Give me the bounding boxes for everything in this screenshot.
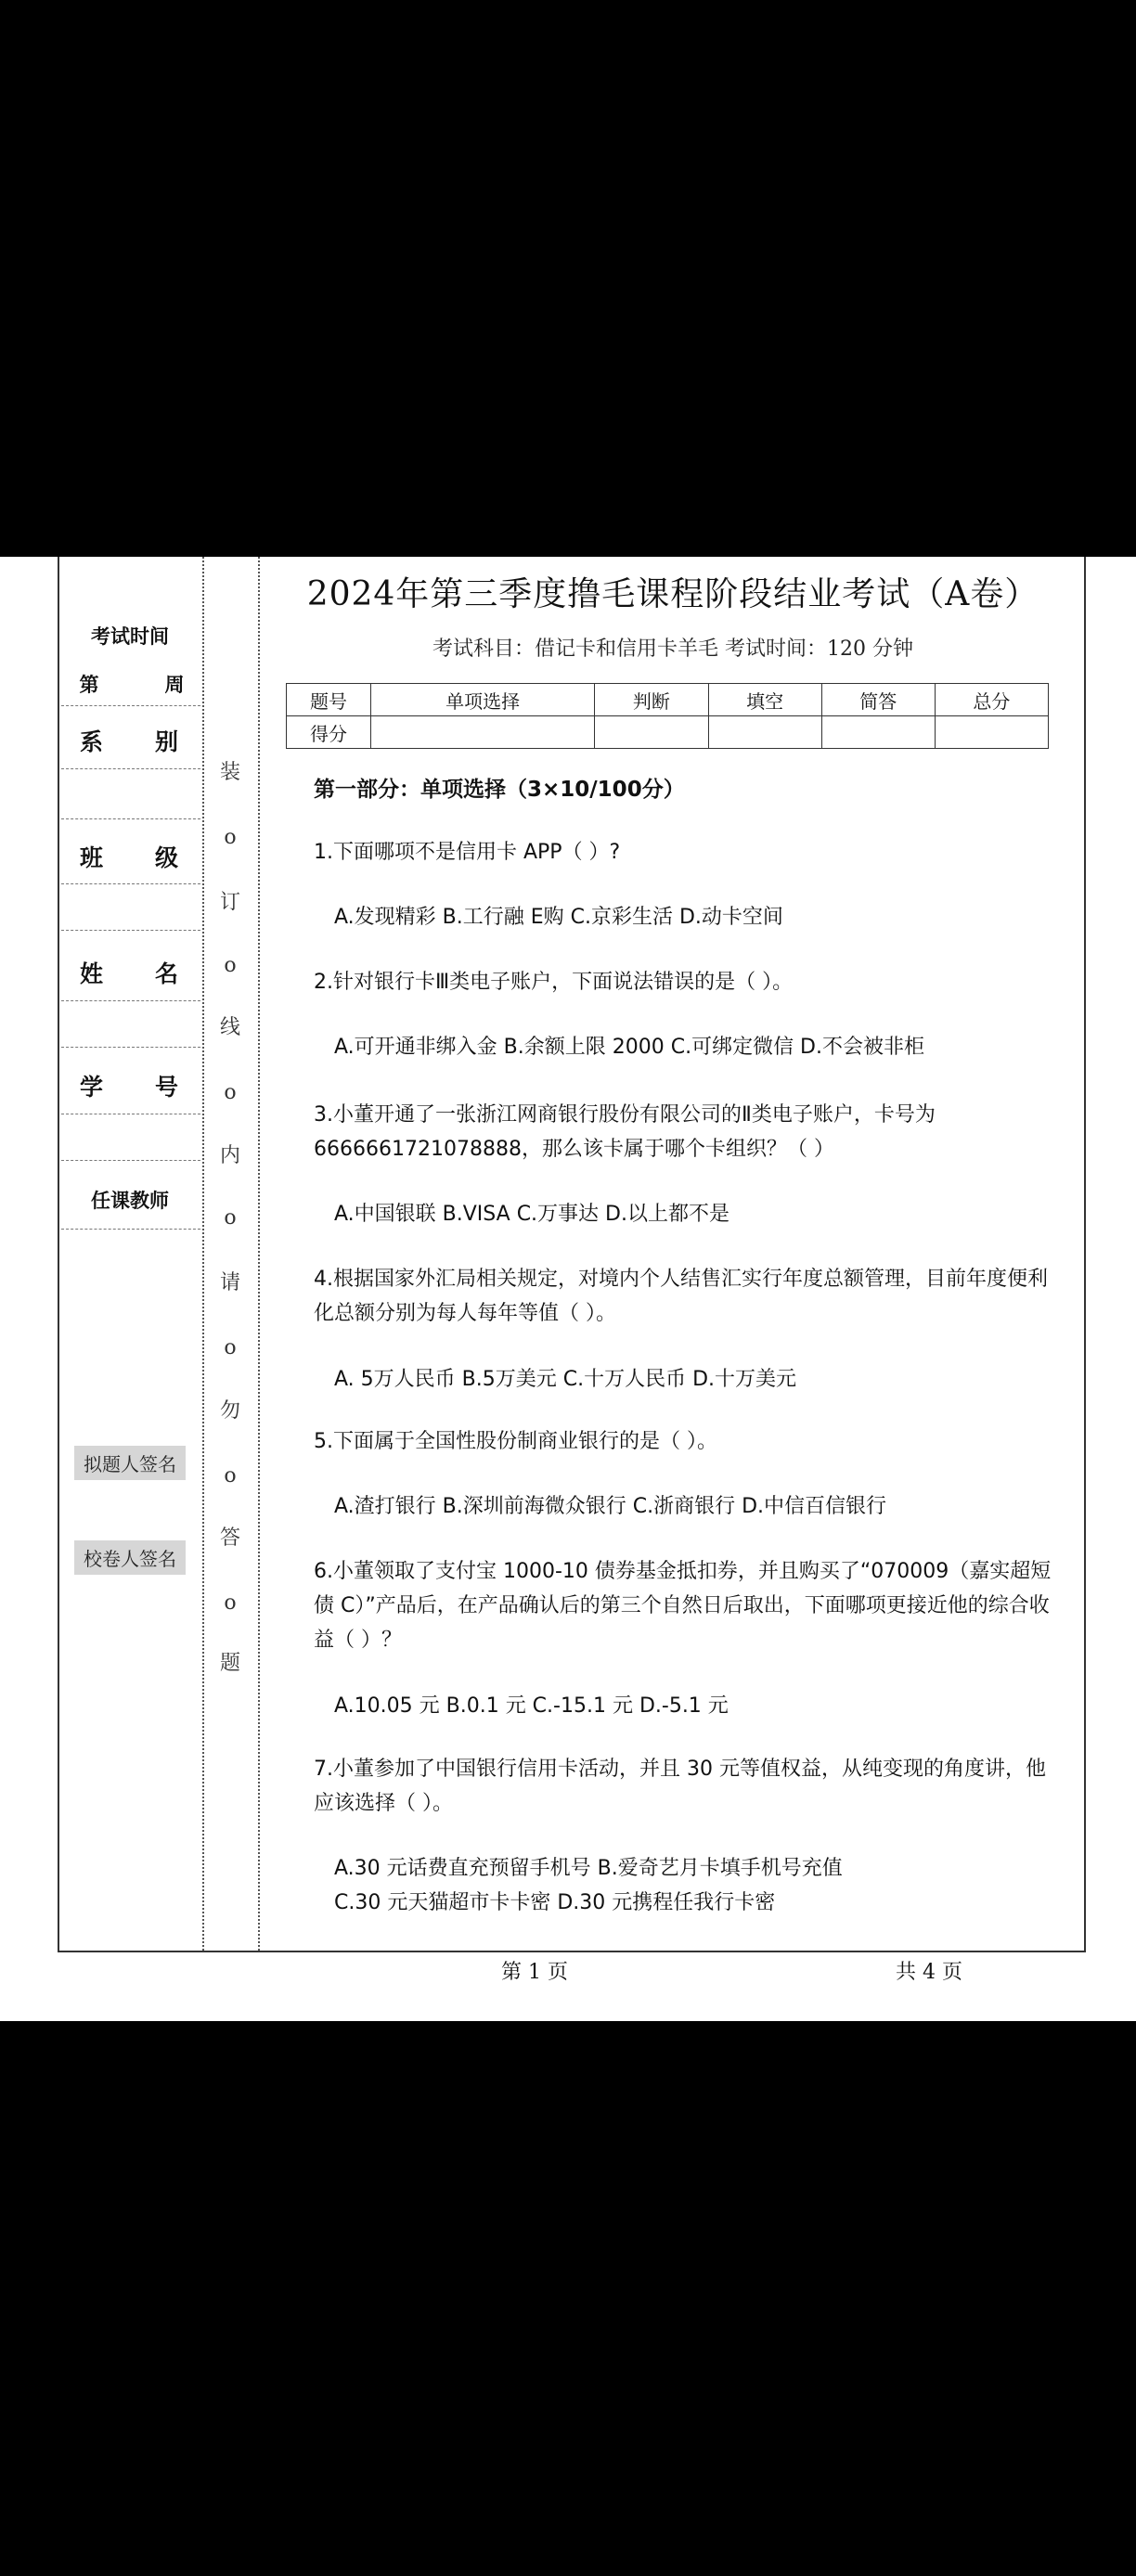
binding-char: o	[224, 826, 237, 849]
score-table-header: 单项选择	[371, 684, 595, 716]
question-options: A.中国银联 B.VISA C.万事达 D.以上都不是	[334, 1203, 729, 1226]
binding-char: 题	[219, 1652, 240, 1675]
binding-char: 订	[219, 891, 240, 914]
exam-page	[0, 557, 1136, 2021]
score-table	[286, 683, 1049, 749]
score-table-header-row	[287, 684, 1049, 716]
score-table-header: 题号	[287, 684, 371, 716]
divider	[61, 818, 200, 819]
question-options: C.30 元天猫超市卡卡密 D.30 元携程任我行卡密	[334, 1891, 776, 1914]
score-table-header: 判断	[595, 684, 708, 716]
divider	[61, 930, 200, 931]
question-options: A.渣打银行 B.深圳前海微众银行 C.浙商银行 D.中信百信银行	[334, 1495, 887, 1518]
class-label: 班 级	[79, 844, 180, 871]
score-cell[interactable]	[708, 716, 821, 749]
question-options: A.发现精彩 B.工行融 E购 C.京彩生活 D.动卡空间	[334, 906, 783, 929]
score-table-header: 简答	[821, 684, 935, 716]
question-text: 1.下面哪项不是信用卡 APP（ ）?	[314, 841, 621, 864]
divider	[61, 1229, 200, 1230]
binding-line-right	[258, 557, 260, 1951]
exam-title: 2024年第三季度撸毛课程阶段结业考试（A卷）	[306, 575, 1039, 613]
binding-char: 请	[219, 1271, 240, 1294]
question-options: A.30 元话费直充预留手机号 B.爱奇艺月卡填手机号充值	[334, 1857, 843, 1880]
total-pages: 共 4 页	[896, 1961, 962, 1984]
week-zhou-label: 周	[164, 674, 185, 696]
divider	[61, 1160, 200, 1161]
question-text: 7.小董参加了中国银行信用卡活动，并且 30 元等值权益，从纯变现的角度讲，他应该选择（ ）。	[314, 1758, 1046, 1815]
score-cell[interactable]	[935, 716, 1048, 749]
binding-char: 内	[219, 1144, 240, 1167]
question-options: A. 5万人民币 B.5万美元 C.十万人民币 D.十万美元	[334, 1368, 796, 1391]
question-options: A.可开通非绑入金 B.余额上限 2000 C.可绑定微信 D.不会被非柜	[334, 1036, 924, 1059]
name-label: 姓 名	[79, 960, 180, 987]
divider	[61, 768, 200, 769]
binding-char: o	[224, 1591, 237, 1615]
score-cell[interactable]	[821, 716, 935, 749]
binding-char: o	[224, 1206, 237, 1230]
score-row-label: 得分	[287, 716, 371, 749]
question-text: 3.小董开通了一张浙江网商银行股份有限公司的Ⅱ类电子账户，卡号为 6666661721078888，那么该卡属于哪个卡组织？（ ）	[314, 1103, 936, 1161]
week-di-label: 第	[79, 674, 99, 696]
binding-char: o	[224, 1081, 237, 1104]
department-label: 系 别	[79, 728, 180, 755]
binding-char: 答	[219, 1526, 240, 1550]
question-text: 6.小董领取了支付宝 1000-10 债券基金抵扣券，并且购买了“070009（嘉实超短债 C）”产品后，在产品确认后的第三个自然日后取出，下面哪项更接近他的综合收益（ ）？	[314, 1560, 1052, 1652]
score-cell[interactable]	[595, 716, 708, 749]
teacher-label: 任课教师	[91, 1190, 169, 1212]
binding-char: 线	[219, 1016, 240, 1039]
exam-time-label: 考试时间	[91, 625, 169, 648]
score-table-header: 总分	[935, 684, 1048, 716]
divider	[61, 705, 200, 706]
question-text: 4.根据国家外汇局相关规定，对境内个人结售汇实行年度总额管理，目前年度便利化总额分别为每人每年等值（ ）。	[314, 1268, 1048, 1325]
binding-char: o	[224, 1464, 237, 1488]
score-cell[interactable]	[371, 716, 595, 749]
student-id-label: 学 号	[79, 1074, 180, 1101]
exam-subtitle: 考试科目：借记卡和信用卡羊毛 考试时间：120 分钟	[432, 638, 913, 661]
divider	[61, 883, 200, 884]
question-text: 2.针对银行卡Ⅲ类电子账户，下面说法错误的是（ ）。	[314, 971, 794, 994]
page-number: 第 1 页	[501, 1961, 568, 1984]
setter-signature-label: 拟题人签名	[74, 1446, 186, 1480]
binding-char: o	[224, 1336, 237, 1359]
score-table-score-row	[287, 716, 1049, 749]
score-table-header: 填空	[708, 684, 821, 716]
divider	[61, 1000, 200, 1001]
divider	[61, 1047, 200, 1048]
binding-char: 装	[219, 761, 240, 784]
question-text: 5.下面属于全国性股份制商业银行的是（ ）。	[314, 1430, 717, 1453]
binding-char: o	[224, 954, 237, 977]
section-heading: 第一部分：单项选择（3×10/100分）	[314, 778, 685, 802]
checker-signature-label: 校卷人签名	[74, 1540, 186, 1575]
binding-char: 勿	[219, 1399, 240, 1423]
binding-line-left	[202, 557, 204, 1951]
question-options: A.10.05 元 B.0.1 元 C.-15.1 元 D.-5.1 元	[334, 1694, 729, 1718]
